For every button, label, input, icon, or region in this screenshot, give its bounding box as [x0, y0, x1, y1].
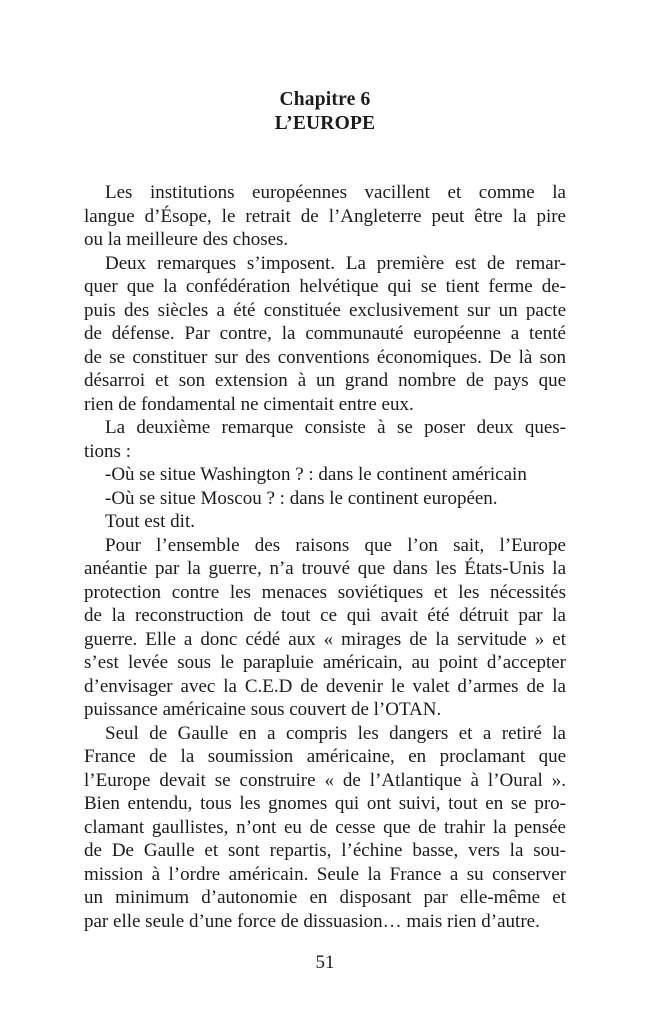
text-line: Pour l’ensemble des raisons que l’on sait, l’Europe — [105, 534, 566, 556]
body-text — [84, 181, 566, 933]
text-line: un minimum d’autonomie en disposant par elle-même et — [84, 887, 566, 908]
text-line: Seul de Gaulle en a compris les dangers et a retiré la — [105, 722, 566, 744]
text-line: d’envisager avec la C.E.D de devenir le valet d’armes de la — [84, 675, 566, 697]
text-line: désarroi et son extension à un grand nombre de pays que — [84, 370, 566, 391]
chapter-number: Chapitre 6 — [279, 89, 371, 110]
text-line: tions : — [84, 440, 131, 462]
text-line: par elle seule d’une force de dissuasion… mais rien d’autre. — [84, 910, 540, 932]
chapter-title: L’EUROPE — [274, 112, 376, 134]
text-line: Tout est dit. — [105, 511, 195, 532]
text-line: puissance américaine sous couvert de l’OTAN. — [84, 699, 442, 720]
page-number: 51 — [315, 952, 335, 973]
text-line: anéantie par la guerre, n’a trouvé que dans les États-Unis la — [84, 558, 566, 579]
text-line: protection contre les menaces soviétiques et les nécessités — [84, 581, 566, 603]
text-line: clamant gaullistes, n’ont eu de cesse que de trahir la pensée — [84, 816, 566, 838]
text-line: de défense. Par contre, la communauté européenne a tenté — [84, 323, 566, 344]
text-line: guerre. Elle a donc cédé aux « mirages de la servitude » et — [84, 628, 566, 650]
text-line: France de la soumission américaine, en proclamant que — [84, 746, 566, 767]
text-line: ou la meilleure des choses. — [84, 229, 289, 250]
text-line: de se constituer sur des conventions économiques. De là son — [84, 346, 566, 368]
text-line: de De Gaulle et sont repartis, l’échine basse, vers la sou- — [84, 840, 566, 861]
text-line: Les institutions européennes vacillent et comme la — [105, 182, 566, 203]
text-line: quer que la confédération helvétique qui se tient ferme de- — [84, 276, 566, 297]
text-line: -Où se situe Washington ? : dans le continent américain — [105, 464, 527, 485]
text-line: Bien entendu, tous les gnomes qui ont suivi, tout en se pro- — [84, 793, 566, 814]
text-line: -Où se situe Moscou ? : dans le continent européen. — [105, 487, 498, 509]
text-line: de la reconstruction de tout ce qui avait été détruit par la — [84, 605, 566, 626]
text-line: l’Europe devait se construire « de l’Atlantique à l’Oural ». — [84, 769, 566, 791]
chapter-heading — [84, 88, 566, 135]
text-line: s’est levée sous le parapluie américain, au point d’accepter — [84, 652, 566, 673]
text-line: puis des siècles a été constituée exclusivement sur un pacte — [84, 299, 566, 321]
text-line: mission à l’ordre américain. Seule la France a su conserver — [84, 863, 566, 885]
text-line: Deux remarques s’imposent. La première est de remar- — [105, 252, 566, 274]
text-line: La deuxième remarque consiste à se poser deux ques- — [105, 417, 566, 438]
text-line: rien de fondamental ne cimentait entre eux. — [84, 393, 414, 415]
text-line: langue d’Ésope, le retrait de l’Angleterre peut être la pire — [84, 205, 566, 227]
